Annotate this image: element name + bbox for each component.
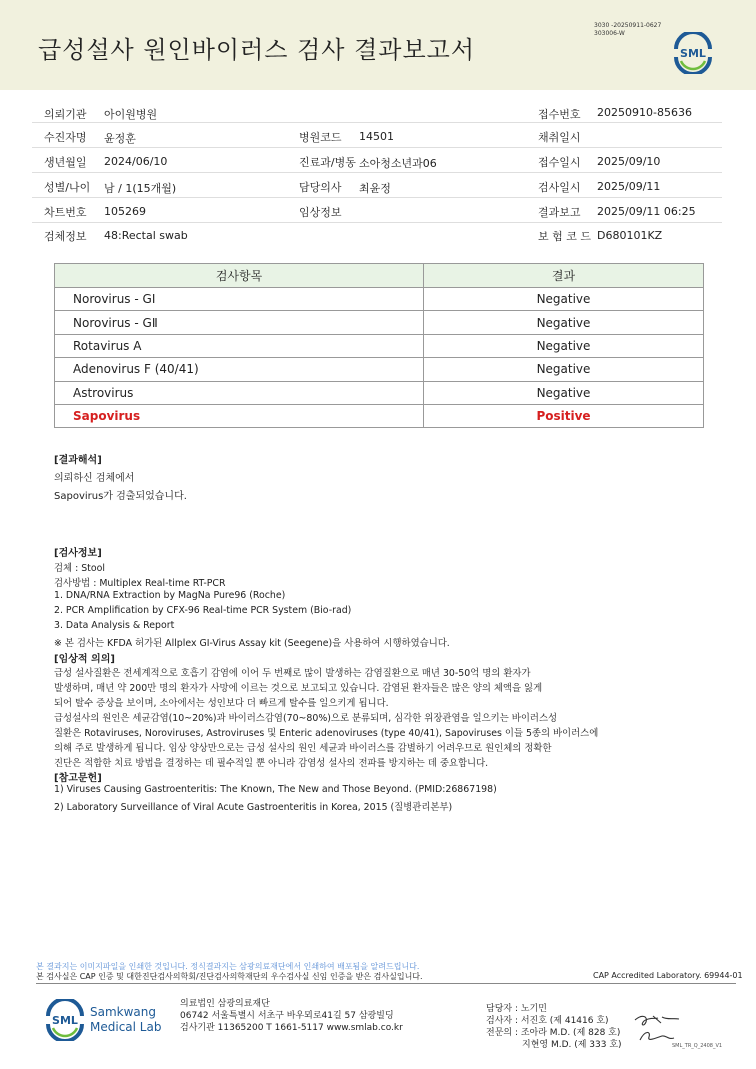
sex-age: 남 / 1(15개월) xyxy=(104,182,177,195)
clinical-line: 발생하며, 매년 약 200만 명의 환자가 사망에 이르는 것으로 보고되고 있습니다. 감염된 환자들은 많은 양의 체액을 잃게 xyxy=(54,683,543,694)
test-info-line: 검체 : Stool xyxy=(54,563,105,574)
interpretation-line: Sapovirus가 검출되었습니다. xyxy=(54,491,187,502)
staff-specialist: 전문의 : 조아라 M.D. (제 828 호) xyxy=(486,1028,621,1038)
info-divider xyxy=(32,222,722,223)
reference-item: 1) Viruses Causing Gastroenteritis: The Known, The New and Those Beyond. (PMID:26867198) xyxy=(54,784,497,795)
samkwang-logo-icon xyxy=(44,999,86,1041)
staff-in-charge: 담당자 : 노기민 xyxy=(486,1004,547,1014)
receipt-datetime: 2025/09/10 xyxy=(597,155,661,168)
test-result: Negative xyxy=(424,358,704,381)
clinical-line: 의해 주로 발생하게 됩니다. 임상 양상만으로는 급성 설사의 원인 세균과 바이러스를 감별하기 어려우므로 원인체의 정확한 xyxy=(54,743,552,754)
column-header-result: 결과 xyxy=(424,264,704,288)
test-info-line: 1. DNA/RNA Extraction by MagNa Pure96 (Roche) xyxy=(54,590,286,601)
clinical-line: 질환은 Rotaviruses, Noroviruses, Astroviruses 및 Enteric adenoviruses (type 40/41), Sapoviruses 이들 5종의 바이러스에 xyxy=(54,728,599,739)
test-result: Negative xyxy=(424,334,704,357)
clinical-line: 급성설사의 원인은 세균감염(10~20%)과 바이러스감염(70~80%)으로 분류되며, 심각한 위장관염을 일으키는 바이러스성 xyxy=(54,713,558,724)
info-divider xyxy=(32,147,722,148)
interpretation-line: 의뢰하신 검체에서 xyxy=(54,473,135,484)
clinical-heading: [임상적 의의] xyxy=(54,654,115,665)
table-row xyxy=(55,358,704,381)
brand-name-line1: Samkwang xyxy=(90,1005,156,1019)
svg-text:SML: SML xyxy=(52,1014,78,1027)
footer-divider xyxy=(36,983,736,984)
table-row xyxy=(55,334,704,357)
department: 소아청소년과06 xyxy=(359,157,437,170)
label-department: 진료과/병동 xyxy=(299,156,356,169)
test-info-line: 3. Data Analysis & Report xyxy=(54,620,175,631)
label-hospital-code: 병원코드 xyxy=(299,131,342,144)
patient-name: 윤정훈 xyxy=(104,132,136,145)
table-row xyxy=(55,381,704,404)
test-result: Negative xyxy=(424,288,704,311)
test-datetime: 2025/09/11 xyxy=(597,180,661,193)
label-specimen-info: 검체정보 xyxy=(44,230,87,243)
document-id: 3030 -20250911-0627 xyxy=(594,22,662,29)
chart-number: 105269 xyxy=(104,205,146,218)
svg-text:SML: SML xyxy=(680,47,706,60)
label-clinical-info: 임상정보 xyxy=(299,206,342,219)
test-result-positive: Positive xyxy=(424,404,704,427)
organization-contact: 검사기관 11365200 T 1661-5117 www.smlab.co.kr xyxy=(180,1023,403,1033)
test-item: Norovirus - GⅠ xyxy=(55,288,424,311)
test-item: Norovirus - GⅡ xyxy=(55,311,424,334)
organization-name: 의료법인 삼광의료재단 xyxy=(180,999,270,1009)
report-datetime: 2025/09/11 06:25 xyxy=(597,205,696,218)
table-row xyxy=(55,311,704,334)
birth-date: 2024/06/10 xyxy=(104,155,168,168)
report-header xyxy=(0,0,756,90)
info-divider xyxy=(32,122,722,123)
label-insurance-code: 보 험 코 드 xyxy=(538,230,591,243)
label-receipt-datetime: 접수일시 xyxy=(538,156,581,169)
hospital-code: 14501 xyxy=(359,130,394,143)
staff-specialist-2: 지현영 M.D. (제 333 호) xyxy=(522,1040,622,1050)
label-accession-number: 접수번호 xyxy=(538,108,581,121)
form-code: SML_TR_Q_2408_V1 xyxy=(672,1043,723,1049)
column-header-test-item: 검사항목 xyxy=(55,264,424,288)
label-report-datetime: 결과보고 xyxy=(538,206,581,219)
test-result: Negative xyxy=(424,311,704,334)
test-info-line: 2. PCR Amplification by CFX-96 Real-time PCR System (Bio-rad) xyxy=(54,605,352,616)
test-info-note: ※ 본 검사는 KFDA 허가된 Allplex GI-Virus Assay kit (Seegene)을 사용하여 시행하였습니다. xyxy=(54,638,450,649)
staff-tester: 검사자 : 서진호 (제 41416 호) xyxy=(486,1016,609,1026)
interpretation-heading: [결과해석] xyxy=(54,455,102,466)
label-requesting-institution: 의뢰기관 xyxy=(44,108,87,121)
results-table xyxy=(54,263,704,428)
accession-number: 20250910-85636 xyxy=(597,106,692,119)
table-row-positive xyxy=(55,404,704,427)
insurance-code: D680101KZ xyxy=(597,229,663,242)
test-info-heading: [검사정보] xyxy=(54,548,102,559)
test-item: Rotavirus A xyxy=(55,334,424,357)
clinical-line: 되어 탈수 증상을 보이며, 소아에서는 성인보다 더 빠르게 탈수를 일으키게 됩니다. xyxy=(54,698,389,709)
physician: 최윤정 xyxy=(359,182,391,195)
reference-item: 2) Laboratory Surveillance of Viral Acute Gastroenteritis in Korea, 2015 (질병관리본부) xyxy=(54,802,453,813)
clinical-line: 진단은 적합한 치료 방법을 결정하는 데 필수적일 뿐 아니라 감염성 설사의 전파를 방지하는 데 중요합니다. xyxy=(54,758,489,769)
specimen-info: 48:Rectal swab xyxy=(104,229,188,242)
test-item: Astrovirus xyxy=(55,381,424,404)
label-test-datetime: 검사일시 xyxy=(538,181,581,194)
table-row xyxy=(55,288,704,311)
document-code: 303006-W xyxy=(594,30,625,37)
label-patient-name: 수진자명 xyxy=(44,131,87,144)
label-collection-datetime: 채취일시 xyxy=(538,131,581,144)
info-divider xyxy=(32,172,722,173)
test-result: Negative xyxy=(424,381,704,404)
clinical-line: 급성 설사질환은 전세계적으로 호흡기 감염에 이어 두 번째로 많이 발생하는 감염질환으로 매년 30-50억 명의 환자가 xyxy=(54,668,531,679)
requesting-institution: 아이원병원 xyxy=(104,108,158,121)
references-heading: [참고문헌] xyxy=(54,773,102,784)
organization-address: 06742 서울특별시 서초구 바우뫼로41길 57 삼광빌딩 xyxy=(180,1011,394,1021)
label-sex-age: 성별/나이 xyxy=(44,181,91,194)
label-birth-date: 생년월일 xyxy=(44,156,87,169)
test-item: Adenovirus F (40/41) xyxy=(55,358,424,381)
print-disclaimer: 본 결과지는 이미지파일을 인쇄한 것입니다. 정식결과지는 삼광의료재단에서 인쇄하여 배포됨을 알려드립니다. xyxy=(36,962,420,971)
report-title: 급성설사 원인바이러스 검사 결과보고서 xyxy=(38,36,476,64)
cap-accreditation: CAP Accredited Laboratory. 69944-01 xyxy=(593,971,743,980)
accreditation-disclaimer: 본 검사실은 CAP 인증 및 대한진단검사의학회/진단검사의학재단의 우수검사실 신임 인증을 받은 검사실입니다. xyxy=(36,972,423,981)
info-divider xyxy=(32,197,722,198)
label-chart-number: 차트번호 xyxy=(44,206,87,219)
brand-name-line2: Medical Lab xyxy=(90,1020,162,1034)
test-item: Sapovirus xyxy=(55,404,424,427)
test-info-line: 검사방법 : Multiplex Real-time RT-PCR xyxy=(54,578,226,589)
sml-logo xyxy=(672,32,714,74)
results-header-row xyxy=(55,264,704,288)
label-physician: 담당의사 xyxy=(299,181,342,194)
